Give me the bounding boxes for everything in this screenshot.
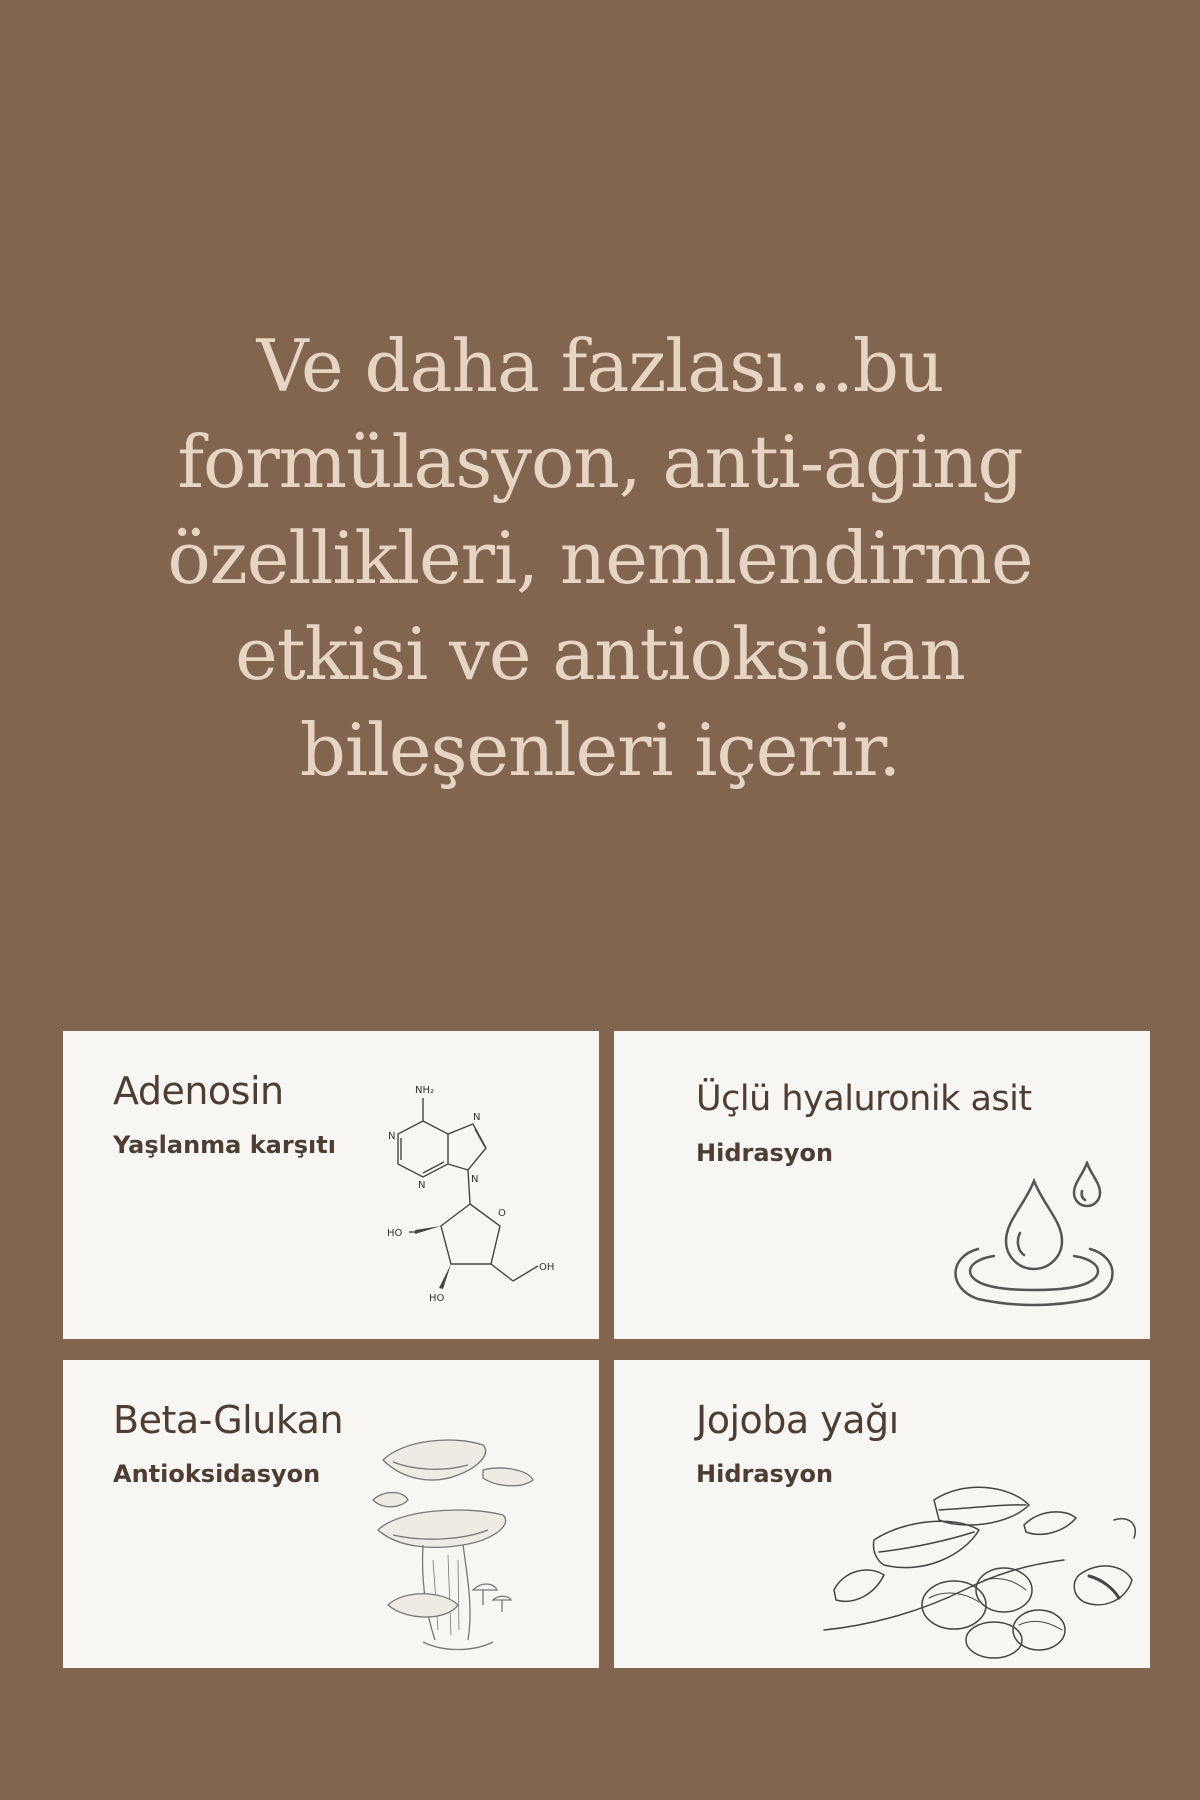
- molecule-label: OH: [539, 1262, 555, 1273]
- ingredient-name: Jojoba yağı: [696, 1398, 899, 1442]
- oyster-mushroom-icon: [363, 1430, 563, 1660]
- ingredient-benefit: Hidrasyon: [696, 1139, 834, 1167]
- molecule-label: N: [473, 1112, 481, 1123]
- ingredient-name: Adenosin: [113, 1069, 284, 1113]
- headline-line: etkisi ve antioksidan: [235, 612, 965, 696]
- ingredient-benefit: Hidrasyon: [696, 1460, 834, 1488]
- molecule-label: HO: [429, 1293, 445, 1304]
- ingredient-card-hyaluronic: [614, 1031, 1150, 1339]
- headline-line: özellikleri, nemlendirme: [167, 516, 1033, 600]
- headline-line: Ve daha fazlası...bu: [256, 324, 944, 408]
- ingredient-benefit: Antioksidasyon: [113, 1460, 321, 1488]
- molecule-label: N: [471, 1174, 479, 1185]
- molecule-label: HO: [387, 1228, 403, 1239]
- ingredient-name: Beta-Glukan: [113, 1398, 344, 1442]
- molecule-label: N: [388, 1131, 396, 1142]
- ingredient-card-jojoba: [614, 1360, 1150, 1668]
- ingredient-name: Üçlü hyaluronik asit: [696, 1079, 1032, 1119]
- molecule-label: O: [498, 1208, 506, 1219]
- ingredient-benefit: Yaşlanma karşıtı: [113, 1131, 336, 1159]
- headline-line: bileşenleri içerir.: [299, 708, 901, 792]
- ingredient-card-adenosin: [63, 1031, 599, 1339]
- molecule-label: N: [418, 1180, 426, 1191]
- headline-line: formülasyon, anti-aging: [177, 420, 1023, 504]
- headline: [100, 318, 1100, 798]
- molecule-label: NH₂: [415, 1085, 435, 1096]
- adenosine-molecule-icon: [343, 1076, 583, 1326]
- jojoba-seeds-leaves-icon: [814, 1480, 1144, 1660]
- ingredient-card-beta-glukan: [63, 1360, 599, 1668]
- water-drops-icon: [954, 1161, 1134, 1321]
